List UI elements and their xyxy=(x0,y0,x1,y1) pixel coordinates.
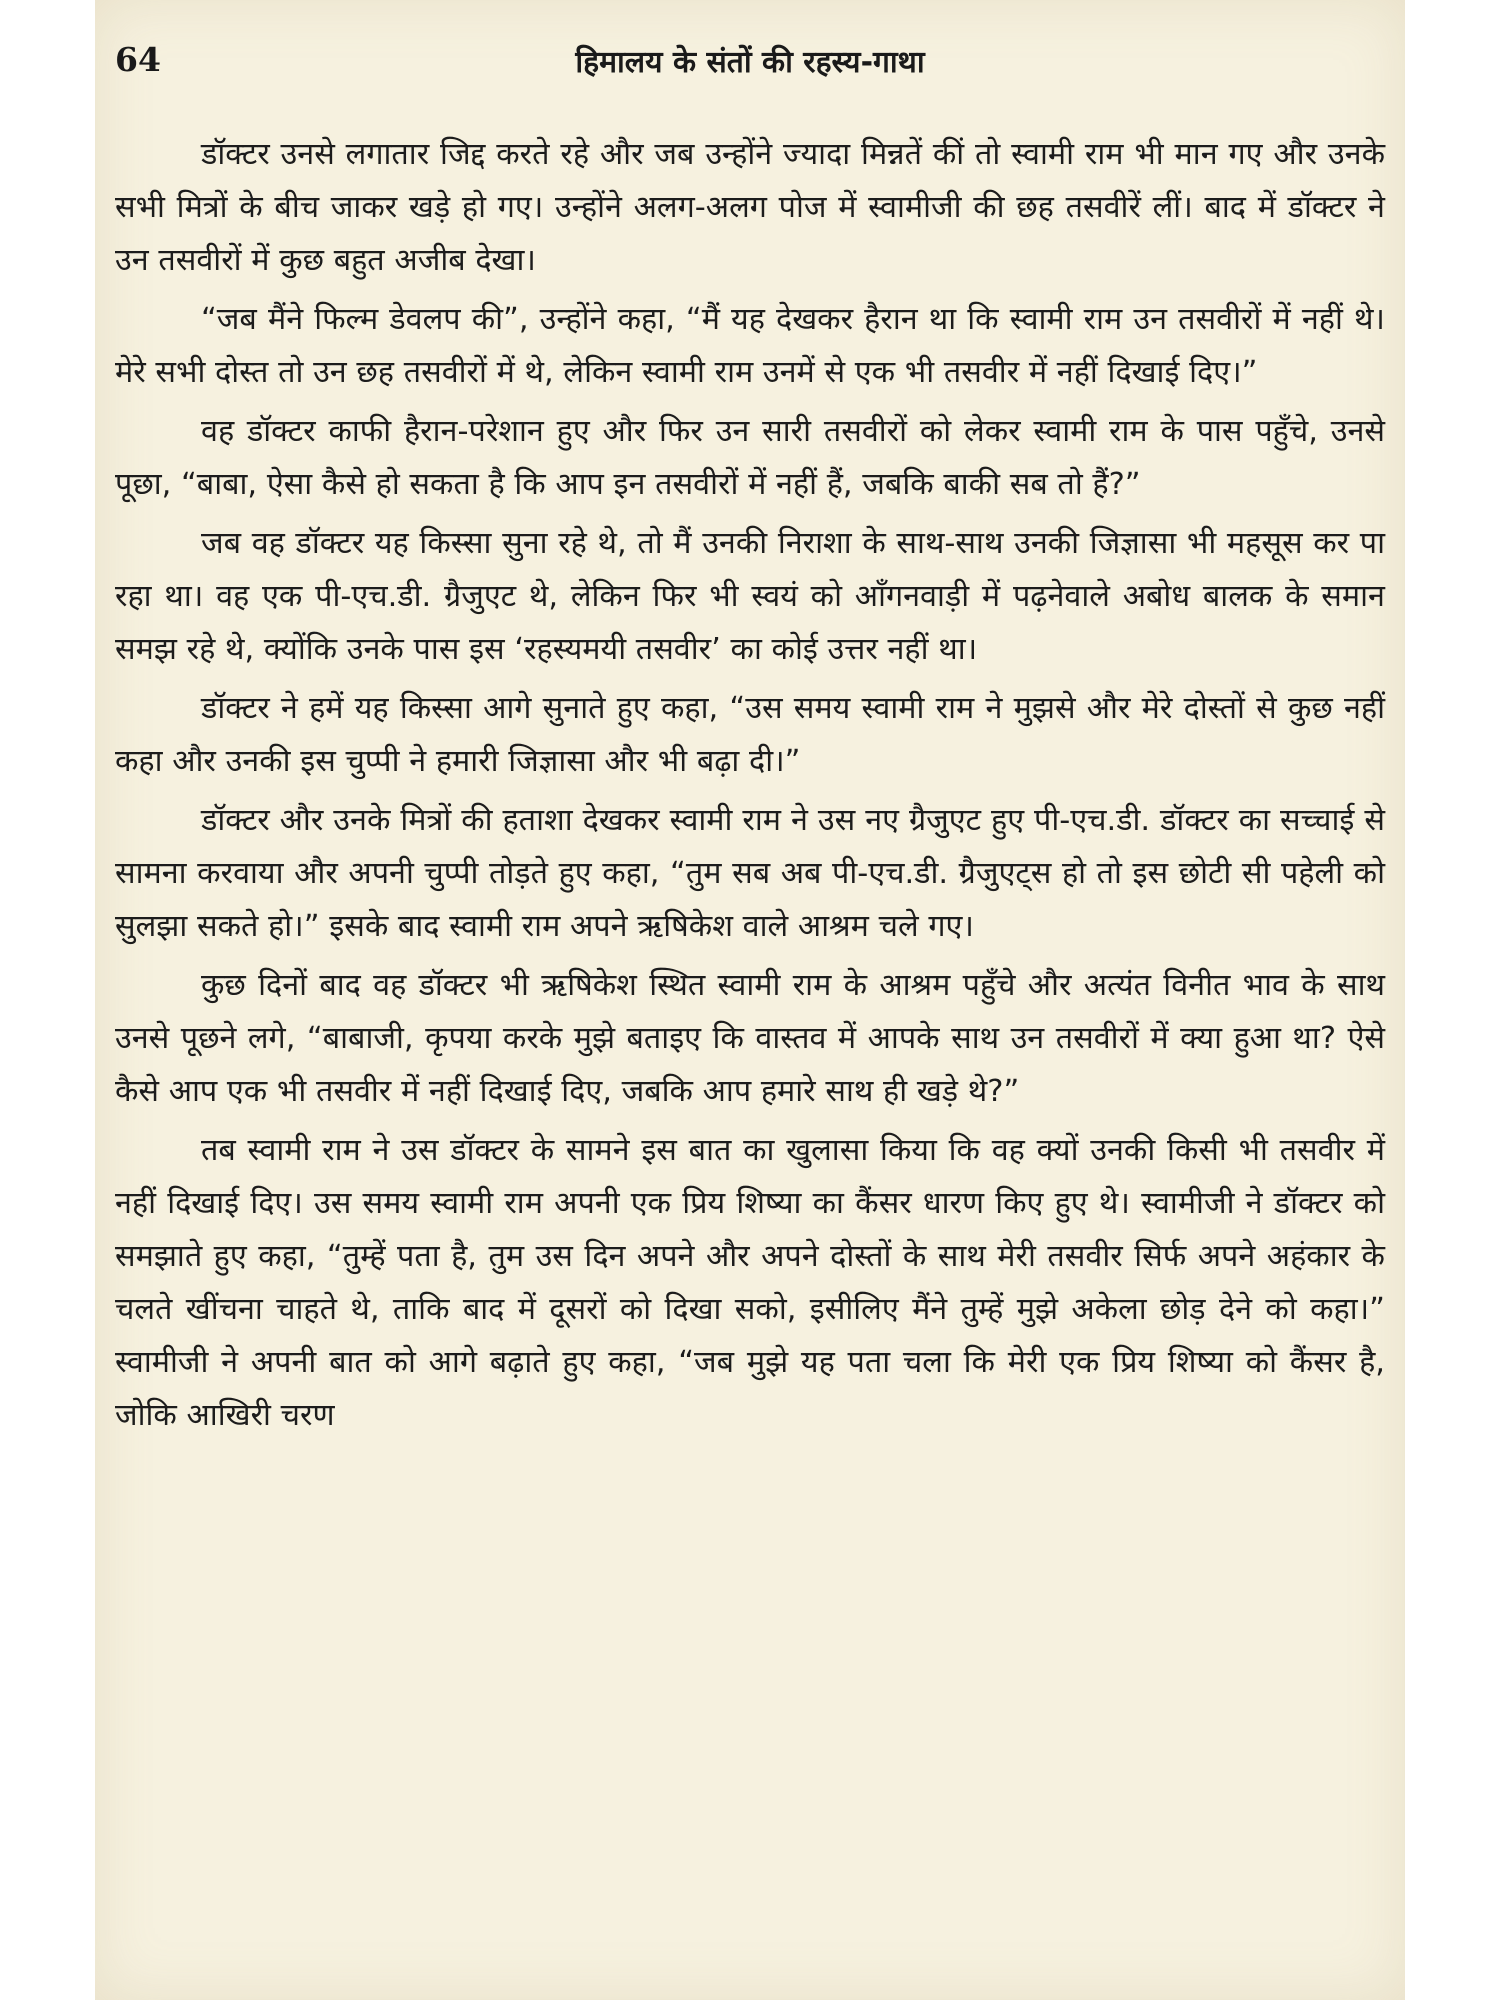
paragraph: डॉक्टर उनसे लगातार जिद्द करते रहे और जब उन्होंने ज्यादा मिन्नतें कीं तो स्वामी राम भी मान गए और उनके सभी मित्रों के बीच जाकर खड़े हो गए। उन्होंने अलग-अलग पोज में स्वामीजी की छह तसवीरें लीं। बाद में डॉक्टर ने उन तसवीरों में कुछ बहुत अजीब देखा। xyxy=(115,137,1385,278)
paragraph: डॉक्टर ने हमें यह किस्सा आगे सुनाते हुए कहा, “उस समय स्वामी राम ने मुझसे और मेरे दोस्तों से कुछ नहीं कहा और उनकी इस चुप्पी ने हमारी जिज्ञासा और भी बढ़ा दी।” xyxy=(115,691,1385,779)
book-page xyxy=(95,0,1405,2000)
paragraph: जब वह डॉक्टर यह किस्सा सुना रहे थे, तो मैं उनकी निराशा के साथ-साथ उनकी जिज्ञासा भी महसूस कर पा रहा था। वह एक पी-एच.डी. ग्रैजुएट थे, लेकिन फिर भी स्वयं को आँगनवाड़ी में पढ़नेवाले अबोध बालक के समान समझ रहे थे, क्योंकि उनके पास इस ‘रहस्यमयी तसवीर’ का कोई उत्तर नहीं था। xyxy=(115,526,1385,667)
paragraph: कुछ दिनों बाद वह डॉक्टर भी ऋषिकेश स्थित स्वामी राम के आश्रम पहुँचे और अत्यंत विनीत भाव के साथ उनसे पूछने लगे, “बाबाजी, कृपया करके मुझे बताइए कि वास्तव में आपके साथ उन तसवीरों में क्या हुआ था? ऐसे कैसे आप एक भी तसवीर में नहीं दिखाई दिए, जबकि आप हमारे साथ ही खड़े थे?” xyxy=(115,968,1385,1109)
paragraph: डॉक्टर और उनके मित्रों की हताशा देखकर स्वामी राम ने उस नए ग्रैजुएट हुए पी-एच.डी. डॉक्टर का सच्चाई से सामना करवाया और अपनी चुप्पी तोड़ते हुए कहा, “तुम सब अब पी-एच.डी. ग्रैजुएट्स हो तो इस छोटी सी पहेली को सुलझा सकते हो।” इसके बाद स्वामी राम अपने ऋषिकेश वाले आश्रम चले गए। xyxy=(115,803,1385,944)
running-title: हिमालय के संतों की रहस्य-गाथा xyxy=(575,45,925,80)
paragraph: तब स्वामी राम ने उस डॉक्टर के सामने इस बात का खुलासा किया कि वह क्यों उनकी किसी भी तसवीर में नहीं दिखाई दिए। उस समय स्वामी राम अपनी एक प्रिय शिष्या का कैंसर धारण किए हुए थे। स्वामीजी ने डॉक्टर को समझाते हुए कहा, “तुम्हें पता है, तुम उस दिन अपने और अपने दोस्तों के साथ मेरी तसवीर सिर्फ अपने अहंकार के चलते खींचना चाहते थे, ताकि बाद में दूसरों को दिखा सको, इसीलिए मैंने तुम्हें मुझे अकेला छोड़ देने को कहा।” स्वामीजी ने अपनी बात को आगे बढ़ाते हुए कहा, “जब मुझे यह पता चला कि मेरी एक प्रिय शिष्या को कैंसर है, जोकि आखिरी चरण xyxy=(115,1133,1385,1433)
paragraph: वह डॉक्टर काफी हैरान-परेशान हुए और फिर उन सारी तसवीरों को लेकर स्वामी राम के पास पहुँचे, उनसे पूछा, “बाबा, ऐसा कैसे हो सकता है कि आप इन तसवीरों में नहीं हैं, जबकि बाकी सब तो हैं?” xyxy=(115,414,1385,502)
body-text xyxy=(115,128,1385,1448)
page-header xyxy=(115,40,1385,90)
paragraph: “जब मैंने फिल्म डेवलप की”, उन्होंने कहा, “मैं यह देखकर हैरान था कि स्वामी राम उन तसवीरों में नहीं थे। मेरे सभी दोस्त तो उन छह तसवीरों में थे, लेकिन स्वामी राम उनमें से एक भी तसवीर में नहीं दिखाई दिए।” xyxy=(115,302,1385,390)
page-number: 64 xyxy=(115,40,161,79)
